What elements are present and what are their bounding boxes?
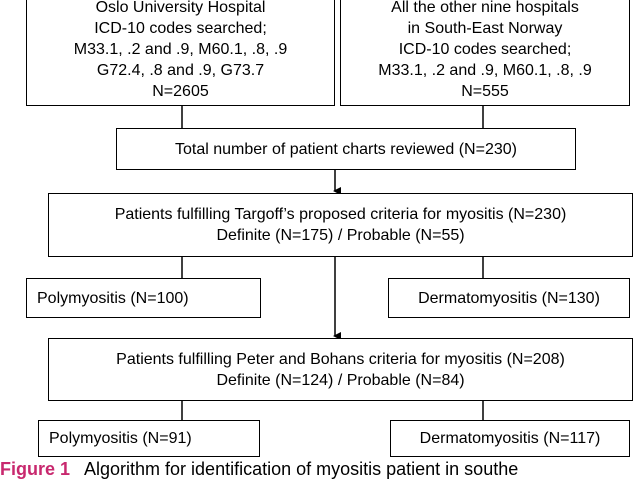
source-oslo-line-2: ICD-10 codes searched; (94, 19, 267, 37)
pb-dermatomyositis-label: Dermatomyositis (N=117) (419, 430, 601, 447)
pb-polymyositis-box (38, 420, 260, 457)
targoff-polymyositis-box (26, 278, 261, 318)
source-other-line-1: All the other nine hospitals (391, 0, 579, 16)
pb-dermatomyositis-box (390, 420, 630, 457)
figure-caption (0, 457, 635, 481)
peter-bohan-criteria-box (48, 338, 633, 401)
targoff-line-1: Patients fulfilling Targoff’s proposed criteria for myositis (N=230) (114, 206, 567, 223)
source-box-other-hospitals (340, 0, 630, 106)
targoff-line-2: Definite (N=175) / Probable (N=55) (216, 227, 465, 244)
total-reviewed-text: Total number of patient charts reviewed (N=230) (175, 140, 517, 158)
source-oslo-line-5: N=2605 (152, 82, 209, 100)
source-other-line-3: ICD-10 codes searched; (398, 40, 572, 58)
targoff-criteria-box (48, 193, 633, 257)
source-oslo-line-4: G72.4, .8 and .9, G73.7 (96, 61, 265, 79)
total-reviewed-box (116, 128, 576, 170)
source-box-oslo (26, 0, 335, 106)
source-other-line-2: in South-East Norway (407, 19, 563, 37)
targoff-polymyositis-label: Polymyositis (N=100) (37, 289, 189, 307)
source-oslo-line-3: M33.1, .2 and .9, M60.1, .8, .9 (73, 40, 288, 58)
figure-label: Figure 1 (0, 459, 71, 479)
peter-bohan-line-1: Patients fulfilling Peter and Bohans criteria for myositis (N=208) (116, 350, 565, 368)
source-other-line-5: N=555 (461, 82, 509, 100)
pb-polymyositis-label: Polymyositis (N=91) (49, 430, 192, 447)
figure-caption-text: Algorithm for identification of myositis patient in southe (84, 459, 519, 479)
source-other-line-4: M33.1, .2 and .9, M60.1, .8, .9 (378, 61, 592, 79)
peter-bohan-line-2: Definite (N=124) / Probable (N=84) (216, 371, 465, 389)
targoff-dermatomyositis-box (388, 278, 630, 318)
source-oslo-line-1: Oslo University Hospital (95, 0, 266, 16)
targoff-dermatomyositis-label: Dermatomyositis (N=130) (418, 289, 600, 307)
